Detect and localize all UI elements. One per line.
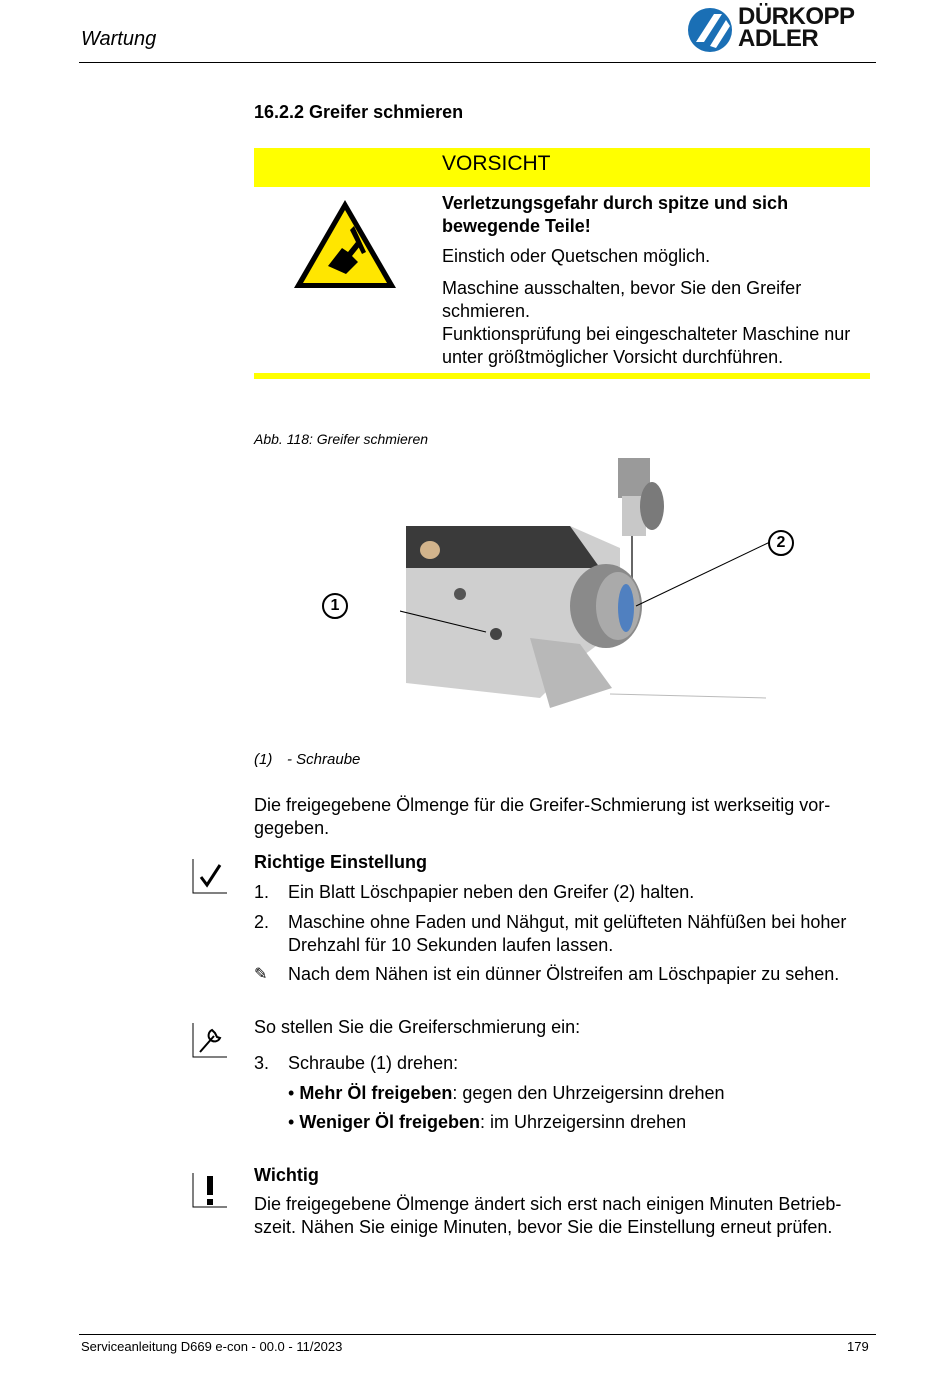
- footer-rule: [79, 1334, 876, 1335]
- warning-line-3: Funktionsprüfung bei eingeschalteter Maschine nur unter größtmöglicher Vorsicht durchführen.: [442, 324, 851, 367]
- page-number: 179: [847, 1339, 869, 1354]
- bullet-1-rest: : gegen den Uhrzeigersinn drehen: [452, 1083, 725, 1103]
- legend-text: - Schraube: [287, 751, 361, 768]
- intro-paragraph: Die freigegebene Ölmenge für die Greifer-Schmierung ist werkseitig vor- gegeben.: [254, 795, 831, 838]
- warning-header-bar: [254, 148, 870, 187]
- warning-bottom-bar: [254, 373, 870, 379]
- adjust-intro: So stellen Sie die Greiferschmierung ein:: [254, 1017, 581, 1037]
- section-title: 16.2.2 Greifer schmieren: [254, 102, 464, 122]
- footer-document-info: Serviceanleitung D669 e-con - 00.0 - 11/2023: [81, 1339, 343, 1354]
- legend-number: (1): [254, 751, 273, 768]
- checkmark-icon: [192, 858, 228, 894]
- step-1-text: Ein Blatt Löschpapier neben den Greifer (2) halten.: [288, 882, 695, 902]
- warning-line-1: Einstich oder Quetschen möglich.: [442, 246, 711, 266]
- cut-hazard-icon: [290, 196, 400, 292]
- important-text: Die freigegebene Ölmenge ändert sich erst nach einigen Minuten Betrieb- szeit. Nähen Sie einige Minuten, bevor Sie die Einstellung erneut prüfen.: [254, 1194, 842, 1237]
- step-2-number: 2.: [254, 912, 270, 932]
- warning-heading: VORSICHT: [442, 152, 551, 175]
- step-1-number: 1.: [254, 882, 270, 902]
- brand-line-2: ADLER: [738, 25, 819, 52]
- bullet-2-marker: •: [288, 1112, 300, 1132]
- figure-caption: Abb. 118: Greifer schmieren: [254, 431, 429, 447]
- result-arrow-icon: ✎: [254, 966, 268, 983]
- important-title: Wichtig: [254, 1165, 319, 1185]
- bullet-1-bold: Mehr Öl freigeben: [299, 1083, 453, 1103]
- wrench-icon: [192, 1022, 228, 1058]
- result-text: Nach dem Nähen ist ein dünner Ölstreifen am Löschpapier zu sehen.: [288, 964, 840, 984]
- step-3-text: Schraube (1) drehen:: [288, 1053, 459, 1073]
- warning-bold-text: Verletzungsgefahr durch spitze und sich bewegende Teile!: [442, 193, 789, 236]
- callout-2: 2: [768, 530, 794, 556]
- header-title: Wartung: [81, 28, 157, 50]
- bullet-1-marker: •: [288, 1083, 300, 1103]
- bullet-2-bold: Weniger Öl freigeben: [299, 1112, 481, 1132]
- warning-line-2: Maschine ausschalten, bevor Sie den Greifer schmieren.: [442, 278, 802, 321]
- header-rule: [79, 62, 876, 63]
- brand-line-1: DÜRKOPP: [738, 3, 855, 30]
- step-3-number: 3.: [254, 1053, 270, 1073]
- exclamation-icon: [192, 1172, 228, 1208]
- bullet-1: [288, 1082, 725, 1105]
- bullet-2: [288, 1111, 686, 1134]
- machine-photo: [400, 458, 800, 710]
- check-title: Richtige Einstellung: [254, 852, 428, 872]
- bullet-2-rest: : im Uhrzeigersinn drehen: [480, 1112, 687, 1132]
- step-2-text: Maschine ohne Faden und Nähgut, mit gelüfteten Nähfüßen bei hoher Drehzahl für 10 Sekunden laufen lassen.: [288, 912, 847, 955]
- brand-name: [738, 3, 855, 52]
- callout-1: 1: [322, 593, 348, 619]
